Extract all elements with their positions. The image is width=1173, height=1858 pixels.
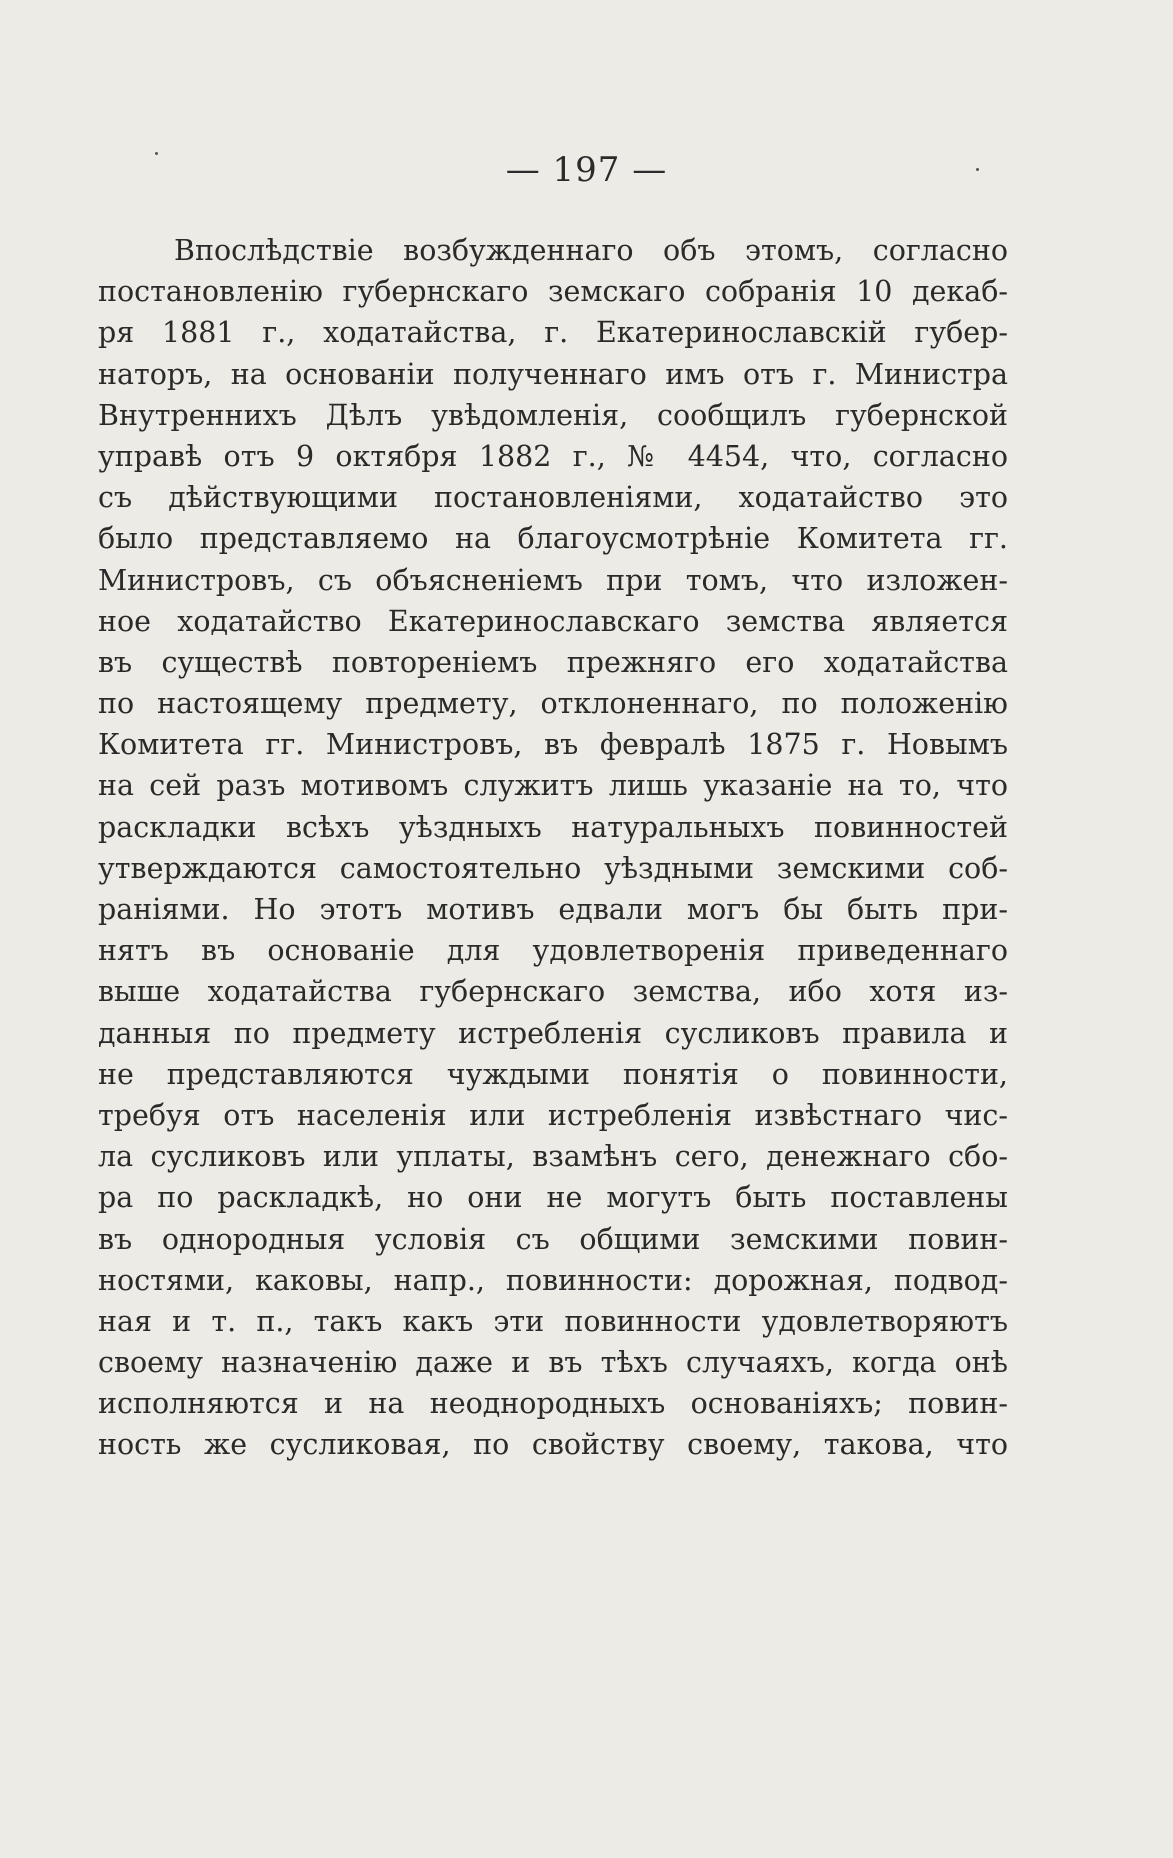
- text-line: Комитета гг. Министровъ, въ февралѣ 1875 г. Новымъ: [98, 728, 1008, 762]
- text-line: по настоящему предмету, отклоненнаго, по положенію: [98, 687, 1008, 721]
- text-line: требуя отъ населенія или истребленія извѣстнаго чис-: [98, 1098, 1008, 1132]
- text-line: ностями, каковы, напр., повинности: дорожная, подвод-: [98, 1263, 1008, 1297]
- text-line: ность же сусликовая, по свойству своему, такова, что: [98, 1428, 1008, 1462]
- text-line: ная и т. п., такъ какъ эти повинности удовлетворяютъ: [98, 1304, 1008, 1338]
- text-line: ное ходатайство Екатеринославскаго земства является: [98, 604, 1008, 638]
- text-line: своему назначенію даже и въ тѣхъ случаяхъ, когда онѣ: [98, 1346, 1008, 1380]
- text-line: Впослѣдствіе возбужденнаго объ этомъ, согласно: [174, 234, 1008, 267]
- text-line: Внутреннихъ Дѣлъ увѣдомленія, сообщилъ губернской: [98, 398, 1008, 432]
- text-line: исполняются и на неоднородныхъ основаніяхъ; повин-: [98, 1387, 1008, 1421]
- text-line: въ существѣ повтореніемъ прежняго его ходатайства: [98, 645, 1008, 679]
- text-line: выше ходатайства губернскаго земства, ибо хотя из-: [98, 975, 1008, 1009]
- print-speck: [155, 152, 158, 155]
- text-line: нятъ въ основаніе для удовлетворенія приведеннаго: [98, 934, 1008, 968]
- text-line: съ дѣйствующими постановленіями, ходатайство это: [98, 481, 1008, 515]
- text-line: ла сусликовъ или уплаты, взамѣнъ сего, денежнаго сбо-: [98, 1140, 1008, 1174]
- text-line: не представляются чуждыми понятія о повинности,: [98, 1057, 1008, 1091]
- text-line: раскладки всѣхъ уѣздныхъ натуральныхъ повинностей: [98, 810, 1008, 844]
- text-line: въ однородныя условія съ общими земскими повин-: [98, 1222, 1008, 1256]
- text-line: данныя по предмету истребленія сусликовъ правила и: [98, 1016, 1008, 1050]
- print-speck: [976, 168, 979, 171]
- page-number: — 197 —: [505, 150, 668, 190]
- text-line: было представляемо на благоусмотрѣніе Комитета гг.: [98, 522, 1008, 556]
- text-line: наторъ, на основаніи полученнаго имъ отъ г. Министра: [98, 357, 1008, 391]
- text-line: управѣ отъ 9 октября 1882 г., № 4454, что, согласно: [98, 439, 1008, 473]
- body-text: [98, 230, 1008, 1466]
- text-line: на сей разъ мотивомъ служитъ лишь указаніе на то, что: [98, 769, 1008, 803]
- text-line: ра по раскладкѣ, но они не могутъ быть поставлены: [98, 1181, 1008, 1215]
- text-line: ря 1881 г., ходатайства, г. Екатеринославскій губер-: [98, 316, 1008, 350]
- text-line: постановленію губернскаго земскаго собранія 10 декаб-: [98, 275, 1008, 309]
- text-line: утверждаются самостоятельно уѣздными земскими соб-: [98, 851, 1008, 885]
- text-line: раніями. Но этотъ мотивъ едвали могъ бы быть при-: [98, 893, 1008, 926]
- text-line: Министровъ, съ объясненіемъ при томъ, что изложен-: [98, 563, 1008, 597]
